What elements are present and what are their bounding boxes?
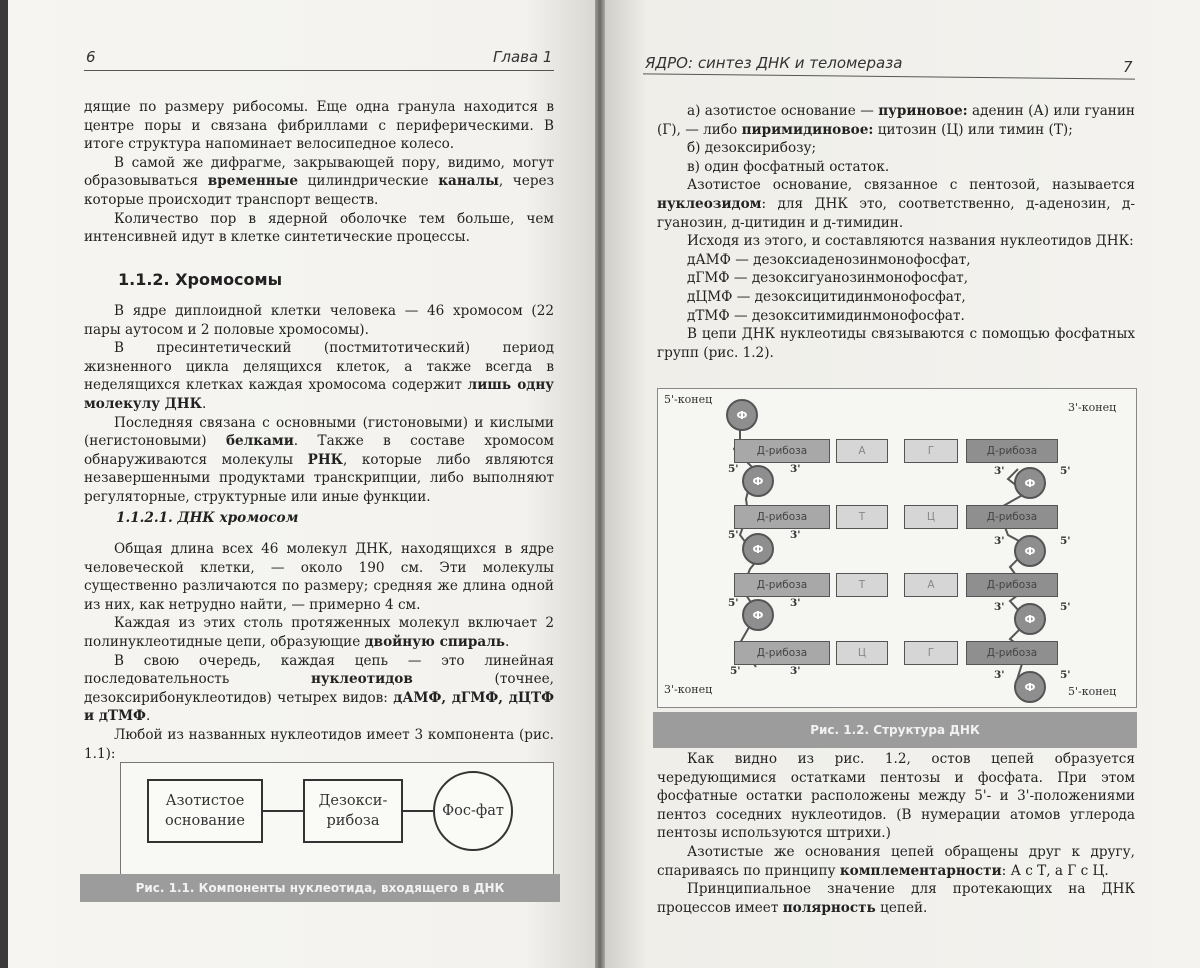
right-header-rule [643,73,1135,79]
right-paragraph-3: В цепи ДНК нуклеотиды связываются с помощью фосфатных групп (рис. 1.2). [657,326,1135,361]
base-left-4: Ц [836,641,888,665]
connector-line-2 [403,810,433,812]
prime-3-left-2: 3' [790,529,801,541]
prime-5-left-1: 5' [728,463,739,475]
figure-1-1-caption: Рис. 1.1. Компоненты нуклеотида, входящего в ДНК [80,874,560,902]
left-paragraph-4: В ядре диплоидной клетки человека — 46 хромосом (22 пары аутосом и 2 половые хромосомы). [84,303,554,338]
prime-5-right-4: 5' [1060,669,1071,681]
sugar-left-1: Д-рибоза [734,439,830,463]
left-paragraph-7: Общая длина всех 46 молекул ДНК, находящихся в ядре человеческой клетки, — около 190 см. Эти молекулы существенно различаются по размеру; средняя же длина одной из них, как нетрудно найти, — примерно 4 см. [84,541,554,613]
left-paragraph-9: В свою очередь, каждая цепь — это линейная последовательность нуклеотидов (точнее, дезоксирибонуклеотидов) четырех видов: дАМФ, дГМФ, дЦТФ и дТМФ. [84,652,554,725]
prime-3-right-1: 3' [994,465,1005,477]
item-c: в) один фосфатный остаток. [687,158,890,175]
phosphate-left-1: Ф [742,465,774,497]
dna-backbone-lines [658,389,1136,707]
deoxyribose-box: Дезокси-рибоза [303,779,403,843]
phosphate-circle: Фос-фат [433,771,513,851]
phosphate-bottom: Ф [1014,671,1046,703]
bottom-left-end-label: 3'-конец [664,683,713,696]
right-text-block-1 [657,102,1135,362]
nitrogen-base-box: Азотистое основание [147,779,263,843]
nucleotide-name-1: дАМФ — дезоксиаденозинмонофосфат, [687,251,971,268]
phosphate-right-2: Ф [1014,535,1046,567]
sugar-left-2: Д-рибоза [734,505,830,529]
phosphate-right-1: Ф [1014,467,1046,499]
sugar-right-3: Д-рибоза [966,573,1058,597]
sugar-right-4: Д-рибоза [966,641,1058,665]
right-page [605,0,1200,968]
right-paragraph-5: Азотистые же основания цепей обращены друг к другу, спариваясь по принципу комплементарности: А с Т, а Г с Ц. [657,843,1135,879]
left-page [8,0,595,968]
nucleotide-name-2: дГМФ — дезоксигуанозинмонофосфат, [687,270,969,287]
left-paragraph-2: В самой же дифрагме, закрывающей пору, видимо, могут образовываться временные цилиндрические каналы, через которые происходит транспорт веществ. [84,154,554,208]
top-left-end-label: 5'-конец [664,393,713,406]
bottom-right-end-label: 5'-конец [1068,685,1117,698]
item-b: б) дезоксирибозу; [687,140,817,157]
sugar-right-1: Д-рибоза [966,439,1058,463]
base-left-2: Т [836,505,888,529]
prime-3-right-4: 3' [994,669,1005,681]
nucleotide-name-4: дТМФ — дезокситимидинмонофосфат. [687,307,965,324]
prime-3-left-3: 3' [790,597,801,609]
right-page-number: 7 [1123,58,1133,76]
subsection-title: 1.1.2.1. ДНК хромосом [116,510,299,526]
left-paragraph-6: Последняя связана с основными (гистоновыми) и кислыми (негистоновыми) белками. Также в составе хромосом обнаруживаются молекулы РНК, которые либо являются незавершенными продуктами транскрипции, либо выполняют регуляторные, структурные или иные функции. [84,414,554,505]
right-paragraph-4: Как видно из рис. 1.2, остов цепей образуется чередующимися остатками пентозы и фосфата. При этом фосфатные остатки расположены между 5'- и 3'-положениями пентоз соседних нуклеотидов. (В нумерации атомов углерода пентозы используются штрихи.) [657,751,1135,842]
base-left-3: Т [836,573,888,597]
item-a: а) азотистое основание — пуриновое: аденин (А) или гуанин (Г), — либо пиримидиновое: цитозин (Ц) или тимин (Т); [657,103,1135,138]
left-paragraph-5: В пресинтетический (постмитотический) период жизненного цикла делящихся клеток, а также всегда в неделящихся клетках каждая хромосома содержит лишь одну молекулу ДНК. [84,340,555,412]
nucleotide-name-3: дЦМФ — дезоксицитидинмонофосфат, [687,288,966,305]
right-text-block-2 [657,750,1135,917]
prime-5-right-2: 5' [1060,535,1071,547]
prime-5-left-4: 5' [730,665,741,677]
figure-1-2-caption: Рис. 1.2. Структура ДНК [653,712,1137,748]
base-right-4: Г [904,641,958,665]
right-paragraph-1: Азотистое основание, связанное с пентозой, называется нуклеозидом: для ДНК это, соответственно, д-аденозин, д-гуанозин, д-цитидин и д-тимидин. [657,177,1135,231]
left-running-head: Глава 1 [493,48,553,66]
prime-5-right-1: 5' [1060,465,1071,477]
left-paragraph-3: Количество пор в ядерной оболочке тем больше, чем интенсивней идут в клетке синтетические процессы. [84,210,554,246]
phosphate-right-3: Ф [1014,603,1046,635]
prime-5-left-3: 5' [728,597,739,609]
base-right-1: Г [904,439,958,463]
connector-line-1 [263,810,303,812]
sugar-left-4: Д-рибоза [734,641,830,665]
left-paragraph-8: Каждая из этих столь протяженных молекул включает 2 полинуклеотидные цепи, образующие двойную спираль. [84,615,554,650]
right-paragraph-6: Принципиальное значение для протекающих на ДНК процессов имеет полярность цепей. [657,881,1135,916]
left-paragraph-10: Любой из названных нуклеотидов имеет 3 компонента (рис. 1.1): [84,726,554,762]
figure-1-1 [120,762,554,876]
left-page-number: 6 [86,48,96,66]
left-header-rule [84,70,554,71]
prime-5-left-2: 5' [728,529,739,541]
left-text-block-2 [84,302,554,507]
left-text-block-3 [84,540,554,763]
right-running-head: ЯДРО: синтез ДНК и теломераза [645,54,903,72]
book-gutter [595,0,605,968]
section-title: 1.1.2. Хромосомы [118,270,283,289]
sugar-left-3: Д-рибоза [734,573,830,597]
top-right-end-label: 3'-конец [1068,401,1117,414]
phosphate-top: Ф [726,399,758,431]
prime-5-right-3: 5' [1060,601,1071,613]
phosphate-left-2: Ф [742,533,774,565]
base-right-3: А [904,573,958,597]
left-text-block-1 [84,98,554,247]
prime-3-right-3: 3' [994,601,1005,613]
prime-3-left-4: 3' [790,665,801,677]
prime-3-left-1: 3' [790,463,801,475]
base-right-2: Ц [904,505,958,529]
left-paragraph-1: дящие по размеру рибосомы. Еще одна гранула находится в центре поры и связана фибриллами с периферическими. В итоге структура напоминает велосипедное колесо. [84,99,554,153]
phosphate-left-3: Ф [742,599,774,631]
figure-1-2 [657,388,1137,708]
sugar-right-2: Д-рибоза [966,505,1058,529]
prime-3-right-2: 3' [994,535,1005,547]
base-left-1: А [836,439,888,463]
right-paragraph-2: Исходя из этого, и составляются названия нуклеотидов ДНК: [687,233,1134,250]
